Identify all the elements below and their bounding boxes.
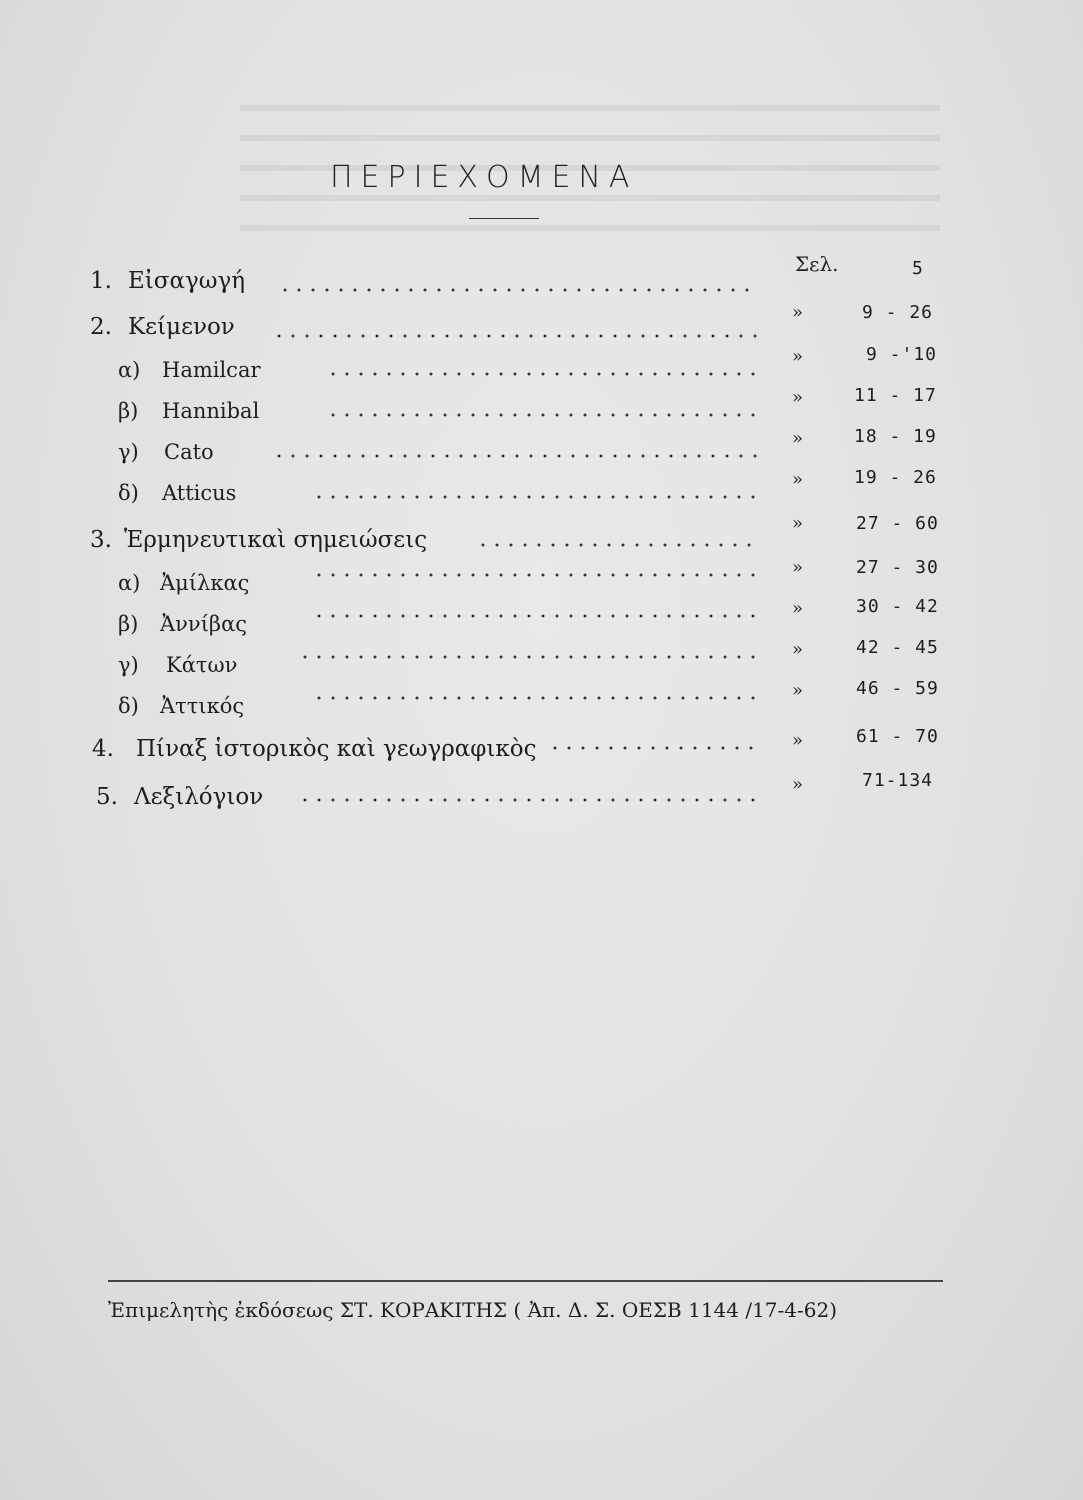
ditto-mark: » <box>792 302 804 323</box>
title-underline <box>469 218 539 219</box>
entry-title: Hamilcar <box>162 358 261 382</box>
dot-leader <box>312 614 758 618</box>
dot-leader <box>312 696 758 700</box>
ditto-mark: » <box>792 469 804 490</box>
footer-credit: Ἐπιμελητὴς ἐκδόσεως ΣΤ. ΚΟΡΑΚΙΤΗΣ ( Ἀπ. Δ. Σ. ΟΕΣΒ 1144 /17-4-62) <box>108 1298 838 1322</box>
entry-number: 3. <box>90 527 112 553</box>
entry-pages: 9 - 26 <box>862 302 934 323</box>
entry-title: Ἀμίλκας <box>160 571 250 595</box>
dot-leader <box>278 288 758 292</box>
entry-pages: 11 - 17 <box>854 385 937 406</box>
entry-number: 4. <box>92 736 114 762</box>
dot-leader <box>326 372 758 376</box>
ditto-mark: » <box>792 680 804 701</box>
ditto-mark: » <box>792 774 804 795</box>
entry-pages: 19 - 26 <box>854 467 937 488</box>
dot-leader <box>298 655 758 659</box>
dot-leader <box>476 543 758 547</box>
entry-letter: γ) <box>118 440 139 464</box>
entry-letter: α) <box>118 571 141 595</box>
entry-title: Κάτων <box>166 653 238 677</box>
entry-pages: 27 - 60 <box>856 513 939 534</box>
entry-title: Λεξιλόγιον <box>134 784 264 810</box>
entry-title: Πίναξ ἱστορικὸς καὶ γεωγραφικὸς <box>136 736 537 762</box>
entry-title: Hannibal <box>162 399 260 423</box>
ditto-mark: » <box>792 346 804 367</box>
ditto-mark: » <box>792 428 804 449</box>
entry-title: Εἰσαγωγή <box>128 268 246 294</box>
entry-title: Ἀννίβας <box>160 612 248 636</box>
ditto-mark: » <box>792 639 804 660</box>
entry-pages: 71-134 <box>862 770 934 791</box>
entry-pages: 27 - 30 <box>856 557 939 578</box>
dot-leader <box>272 334 758 338</box>
entry-letter: β) <box>118 399 139 423</box>
entry-number: 2. <box>90 314 112 340</box>
ditto-mark: » <box>792 730 804 751</box>
entry-title: Ἀττικός <box>160 694 245 718</box>
dot-leader <box>326 413 758 417</box>
entry-pages: 46 - 59 <box>856 678 939 699</box>
entry-pages: 61 - 70 <box>856 726 939 747</box>
dot-leader <box>312 573 758 577</box>
ditto-mark: » <box>792 598 804 619</box>
ditto-mark: » <box>792 557 804 578</box>
entry-pages: 42 - 45 <box>856 637 939 658</box>
entry-letter: δ) <box>118 694 139 718</box>
page-column-label: Σελ. <box>795 252 839 276</box>
entry-pages: 30 - 42 <box>856 596 939 617</box>
ditto-mark: » <box>792 387 804 408</box>
entry-letter: γ) <box>118 653 139 677</box>
dot-leader <box>272 454 758 458</box>
dot-leader <box>312 495 758 499</box>
footer-rule <box>108 1280 943 1282</box>
entry-title: Cato <box>164 440 214 464</box>
dot-leader <box>298 798 758 802</box>
page-title: ΠΕΡΙΕΧΟΜΕΝΑ <box>330 160 638 195</box>
entry-title: Atticus <box>162 481 237 505</box>
entry-title: Κείμενον <box>128 314 235 340</box>
entry-number: 5. <box>96 784 118 810</box>
entry-number: 1. <box>90 268 112 294</box>
entry-pages: 18 - 19 <box>854 426 937 447</box>
entry-pages: 9 -'10 <box>866 344 938 365</box>
entry-title: Ἑρμηνευτικαὶ σημειώσεις <box>124 527 428 553</box>
dot-leader <box>548 746 758 750</box>
ditto-mark: » <box>792 513 804 534</box>
entry-letter: α) <box>118 358 141 382</box>
entry-letter: β) <box>118 612 139 636</box>
entry-pages: 5 <box>912 258 924 279</box>
entry-letter: δ) <box>118 481 139 505</box>
